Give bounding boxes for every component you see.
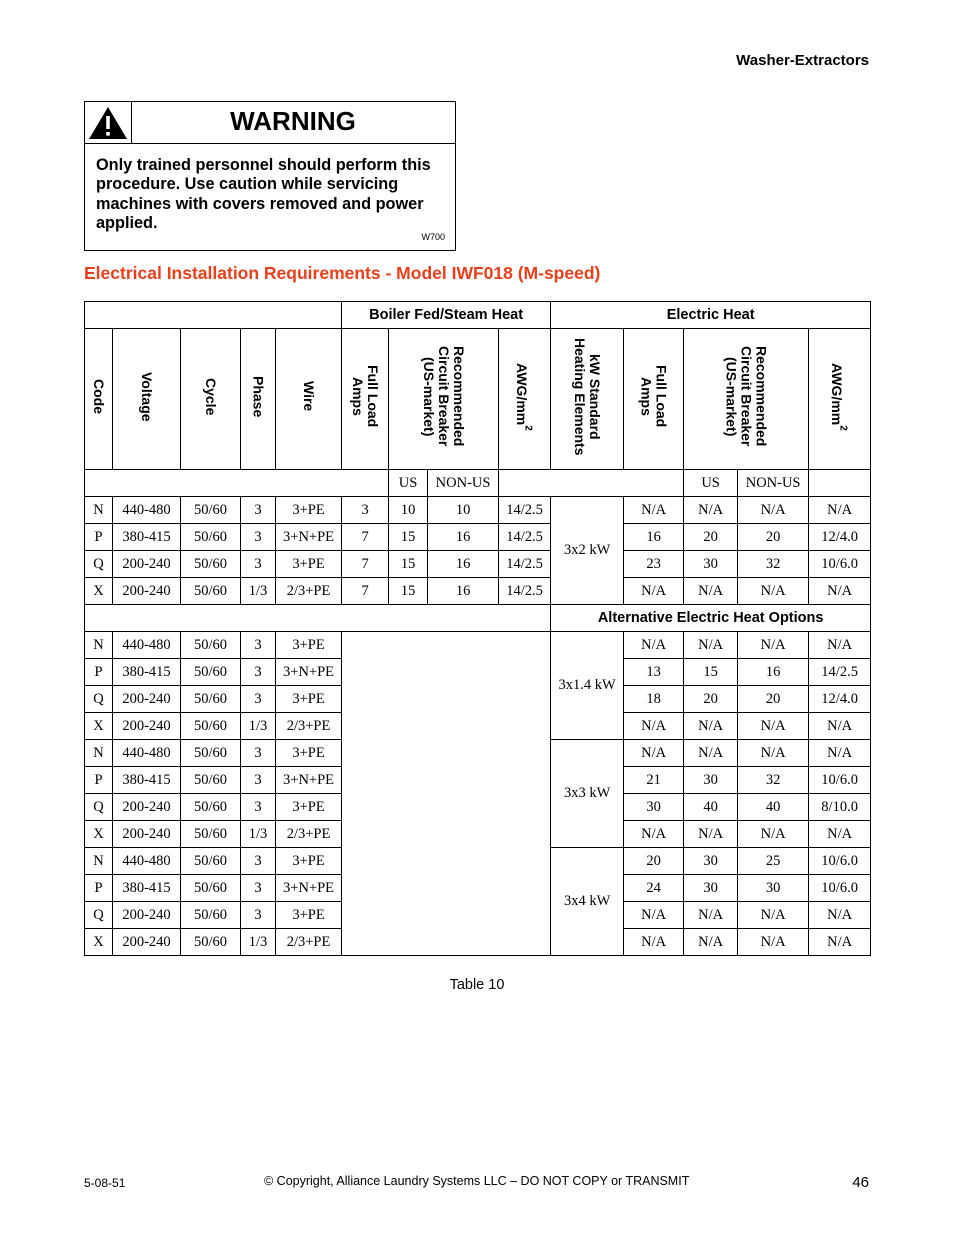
table-caption: Table 10 (449, 977, 505, 993)
cell-us: 15 (389, 524, 428, 551)
cell-kw: 3x4 kW (551, 848, 624, 956)
cell-cycle: 50/60 (181, 497, 241, 524)
cell-phase: 3 (241, 740, 276, 767)
table-row (85, 578, 871, 605)
cell-code: Q (85, 902, 113, 929)
cell-code: P (85, 524, 113, 551)
cell-phase: 1/3 (241, 713, 276, 740)
cell-wire: 3+PE (276, 848, 342, 875)
cell-e-fla: N/A (624, 713, 684, 740)
cell-code: P (85, 659, 113, 686)
cell-phase: 3 (241, 632, 276, 659)
cell-e-nonus: N/A (738, 497, 809, 524)
cell-e-nonus: 16 (738, 659, 809, 686)
warning-title: WARNING (230, 106, 356, 136)
footer-doc-number: 5-08-51 (84, 1176, 126, 1190)
cell-e-nonus: N/A (738, 740, 809, 767)
cell-voltage: 380-415 (113, 524, 181, 551)
cell-e-awg: N/A (809, 632, 871, 659)
table-row (85, 524, 871, 551)
footer-copyright: © Copyright, Alliance Laundry Systems LLC – DO NOT COPY or TRANSMIT (264, 1174, 690, 1188)
cell-phase: 3 (241, 794, 276, 821)
cell-awg: 14/2.5 (499, 524, 551, 551)
warning-text: Only trained personnel should perform this procedure. Use caution while servicing machines with covers removed and power applied. (96, 156, 431, 232)
cell-e-fla: N/A (624, 578, 684, 605)
cell-e-fla: N/A (624, 497, 684, 524)
table-row (85, 632, 871, 659)
cell-code: Q (85, 686, 113, 713)
cell-cycle: 50/60 (181, 578, 241, 605)
cell-voltage: 200-240 (113, 821, 181, 848)
col-wire-label: Wire (301, 381, 318, 412)
cell-e-awg: N/A (809, 821, 871, 848)
cell-wire: 3+PE (276, 497, 342, 524)
cell-e-awg: N/A (809, 497, 871, 524)
cell-e-nonus: N/A (738, 578, 809, 605)
cell-wire: 3+PE (276, 686, 342, 713)
col-phase-label: Phase (250, 375, 267, 418)
cell-voltage: 440-480 (113, 632, 181, 659)
sub-us: US (684, 470, 738, 497)
cell-wire: 2/3+PE (276, 578, 342, 605)
cell-fla: 3 (342, 497, 389, 524)
cell-e-us: N/A (684, 740, 738, 767)
cell-e-fla: N/A (624, 821, 684, 848)
cell-e-nonus: N/A (738, 929, 809, 956)
cell-wire: 3+N+PE (276, 524, 342, 551)
cell-e-fla: N/A (624, 632, 684, 659)
cell-e-awg: 10/6.0 (809, 875, 871, 902)
col-awg-label: AWG/$mm^2$ (513, 362, 534, 431)
cell-voltage: 440-480 (113, 740, 181, 767)
cell-cycle: 50/60 (181, 740, 241, 767)
col-voltage (113, 329, 181, 470)
cell-us: 10 (389, 497, 428, 524)
cell-e-us: 40 (684, 794, 738, 821)
cell-phase: 3 (241, 497, 276, 524)
sub-non-us: NON-US (428, 470, 499, 497)
cell-wire: 3+PE (276, 551, 342, 578)
page-header-section: Washer-Extractors (736, 52, 869, 69)
cell-voltage: 380-415 (113, 767, 181, 794)
warning-code: W700 (421, 232, 445, 242)
cell-e-nonus: 25 (738, 848, 809, 875)
cell-wire: 2/3+PE (276, 713, 342, 740)
cell-e-nonus: 40 (738, 794, 809, 821)
cell-e-awg: N/A (809, 902, 871, 929)
cell-phase: 3 (241, 686, 276, 713)
cell-e-awg: 14/2.5 (809, 659, 871, 686)
cell-e-fla: 20 (624, 848, 684, 875)
cell-e-awg: 10/6.0 (809, 551, 871, 578)
cell-code: N (85, 497, 113, 524)
cell-awg: 14/2.5 (499, 497, 551, 524)
cell-e-awg: 12/4.0 (809, 524, 871, 551)
col-e-breaker (684, 329, 809, 470)
cell-kw: 3x1.4 kW (551, 632, 624, 740)
subheader-row (85, 470, 871, 497)
col-phase (241, 329, 276, 470)
col-full-load-amps-label: Full Load Amps (350, 365, 382, 428)
cell-wire: 3+PE (276, 902, 342, 929)
footer-page-number: 46 (852, 1174, 869, 1191)
cell-nonus: 16 (428, 524, 499, 551)
cell-voltage: 380-415 (113, 659, 181, 686)
cell-cycle: 50/60 (181, 902, 241, 929)
cell-code: P (85, 875, 113, 902)
cell-e-nonus: 32 (738, 767, 809, 794)
warning-box (84, 101, 456, 251)
header-row (85, 329, 871, 470)
col-cycle-label: Cycle (203, 377, 219, 416)
cell-code: X (85, 929, 113, 956)
cell-code: N (85, 632, 113, 659)
electrical-requirements-table (84, 301, 871, 956)
group-alt-electric-heat: Alternative Electric Heat Options (551, 605, 871, 632)
alt-group-header-row (85, 605, 871, 632)
cell-e-awg: 10/6.0 (809, 848, 871, 875)
cell-nonus: 10 (428, 497, 499, 524)
col-e-breaker-label: Recommended Circuit Breaker (US-market) (723, 346, 770, 447)
cell-wire: 2/3+PE (276, 929, 342, 956)
cell-e-fla: 24 (624, 875, 684, 902)
cell-phase: 3 (241, 875, 276, 902)
cell-e-nonus: 30 (738, 875, 809, 902)
cell-voltage: 200-240 (113, 578, 181, 605)
col-awg (499, 329, 551, 470)
group-boiler-fed: Boiler Fed/Steam Heat (342, 302, 551, 329)
cell-e-awg: 8/10.0 (809, 794, 871, 821)
warning-triangle-icon (88, 106, 128, 140)
cell-e-awg: 12/4.0 (809, 686, 871, 713)
cell-voltage: 200-240 (113, 794, 181, 821)
cell-cycle: 50/60 (181, 686, 241, 713)
blank-cell (809, 470, 871, 497)
warning-icon-cell (85, 102, 132, 143)
cell-e-us: N/A (684, 821, 738, 848)
cell-phase: 1/3 (241, 929, 276, 956)
cell-cycle: 50/60 (181, 524, 241, 551)
cell-e-us: 15 (684, 659, 738, 686)
cell-voltage: 200-240 (113, 929, 181, 956)
cell-e-nonus: 32 (738, 551, 809, 578)
table-row (85, 497, 871, 524)
col-voltage-label: Voltage (139, 371, 155, 422)
cell-cycle: 50/60 (181, 794, 241, 821)
col-code (85, 329, 113, 470)
cell-e-us: N/A (684, 578, 738, 605)
table-row (85, 551, 871, 578)
cell-us: 15 (389, 551, 428, 578)
cell-e-us: 30 (684, 848, 738, 875)
col-kw-label: kW Standard Heating Elements (572, 337, 604, 456)
cell-phase: 3 (241, 767, 276, 794)
cell-kw: 3x3 kW (551, 740, 624, 848)
cell-voltage: 440-480 (113, 497, 181, 524)
cell-awg: 14/2.5 (499, 578, 551, 605)
cell-fla: 7 (342, 551, 389, 578)
col-e-full-load-amps (624, 329, 684, 470)
cell-code: X (85, 578, 113, 605)
col-breaker (389, 329, 499, 470)
col-kw (551, 329, 624, 470)
cell-e-awg: N/A (809, 713, 871, 740)
cell-voltage: 200-240 (113, 902, 181, 929)
cell-e-nonus: 20 (738, 524, 809, 551)
group-electric-heat: Electric Heat (551, 302, 871, 329)
cell-e-us: 30 (684, 767, 738, 794)
col-full-load-amps (342, 329, 389, 470)
cell-code: X (85, 821, 113, 848)
cell-e-nonus: N/A (738, 902, 809, 929)
cell-e-us: 20 (684, 524, 738, 551)
cell-e-fla: 21 (624, 767, 684, 794)
col-cycle (181, 329, 241, 470)
blank-merged-cell (342, 632, 551, 956)
cell-cycle: 50/60 (181, 632, 241, 659)
cell-e-us: N/A (684, 713, 738, 740)
sub-non-us: NON-US (738, 470, 809, 497)
col-code-label: Code (91, 379, 107, 414)
cell-wire: 3+N+PE (276, 875, 342, 902)
blank-cell (85, 302, 342, 329)
cell-fla: 7 (342, 578, 389, 605)
cell-cycle: 50/60 (181, 659, 241, 686)
cell-e-fla: 16 (624, 524, 684, 551)
cell-phase: 3 (241, 524, 276, 551)
col-wire (276, 329, 342, 470)
cell-nonus: 16 (428, 551, 499, 578)
cell-e-fla: 18 (624, 686, 684, 713)
cell-e-us: N/A (684, 497, 738, 524)
blank-cell (499, 470, 684, 497)
cell-cycle: 50/60 (181, 713, 241, 740)
cell-voltage: 200-240 (113, 713, 181, 740)
cell-kw: 3x2 kW (551, 497, 624, 605)
col-e-awg (809, 329, 871, 470)
cell-e-fla: N/A (624, 902, 684, 929)
cell-e-fla: 13 (624, 659, 684, 686)
cell-fla: 7 (342, 524, 389, 551)
group-header-row (85, 302, 871, 329)
cell-cycle: 50/60 (181, 821, 241, 848)
cell-voltage: 200-240 (113, 686, 181, 713)
cell-wire: 3+PE (276, 794, 342, 821)
cell-cycle: 50/60 (181, 848, 241, 875)
cell-phase: 3 (241, 902, 276, 929)
cell-phase: 1/3 (241, 821, 276, 848)
cell-code: P (85, 767, 113, 794)
cell-e-fla: N/A (624, 929, 684, 956)
cell-e-awg: 10/6.0 (809, 767, 871, 794)
cell-e-nonus: N/A (738, 632, 809, 659)
cell-e-us: N/A (684, 902, 738, 929)
cell-cycle: 50/60 (181, 875, 241, 902)
cell-phase: 1/3 (241, 578, 276, 605)
cell-phase: 3 (241, 551, 276, 578)
cell-e-awg: N/A (809, 740, 871, 767)
col-e-awg-label: AWG/$mm^2$ (828, 362, 849, 431)
warning-header (85, 102, 455, 144)
cell-wire: 2/3+PE (276, 821, 342, 848)
cell-e-awg: N/A (809, 578, 871, 605)
cell-e-us: N/A (684, 632, 738, 659)
cell-code: X (85, 713, 113, 740)
cell-code: Q (85, 551, 113, 578)
cell-e-us: N/A (684, 929, 738, 956)
cell-phase: 3 (241, 659, 276, 686)
cell-e-us: 30 (684, 551, 738, 578)
cell-e-us: 20 (684, 686, 738, 713)
cell-awg: 14/2.5 (499, 551, 551, 578)
cell-e-us: 30 (684, 875, 738, 902)
cell-code: N (85, 740, 113, 767)
cell-nonus: 16 (428, 578, 499, 605)
cell-voltage: 380-415 (113, 875, 181, 902)
cell-wire: 3+PE (276, 740, 342, 767)
blank-cell (85, 605, 551, 632)
cell-phase: 3 (241, 848, 276, 875)
cell-voltage: 200-240 (113, 551, 181, 578)
cell-e-nonus: N/A (738, 713, 809, 740)
cell-cycle: 50/60 (181, 551, 241, 578)
cell-wire: 3+N+PE (276, 659, 342, 686)
blank-cell (85, 470, 389, 497)
section-title: Electrical Installation Requirements - Model IWF018 (M-speed) (84, 263, 601, 283)
cell-e-fla: 30 (624, 794, 684, 821)
cell-wire: 3+PE (276, 632, 342, 659)
cell-wire: 3+N+PE (276, 767, 342, 794)
cell-us: 15 (389, 578, 428, 605)
cell-e-fla: N/A (624, 740, 684, 767)
cell-code: Q (85, 794, 113, 821)
cell-cycle: 50/60 (181, 767, 241, 794)
cell-code: N (85, 848, 113, 875)
cell-cycle: 50/60 (181, 929, 241, 956)
col-breaker-label: Recommended Circuit Breaker (US-market) (421, 346, 468, 447)
col-e-full-load-amps-label: Full Load Amps (638, 365, 670, 428)
cell-voltage: 440-480 (113, 848, 181, 875)
cell-e-awg: N/A (809, 929, 871, 956)
cell-e-nonus: N/A (738, 821, 809, 848)
sub-us: US (389, 470, 428, 497)
cell-e-fla: 23 (624, 551, 684, 578)
cell-e-nonus: 20 (738, 686, 809, 713)
